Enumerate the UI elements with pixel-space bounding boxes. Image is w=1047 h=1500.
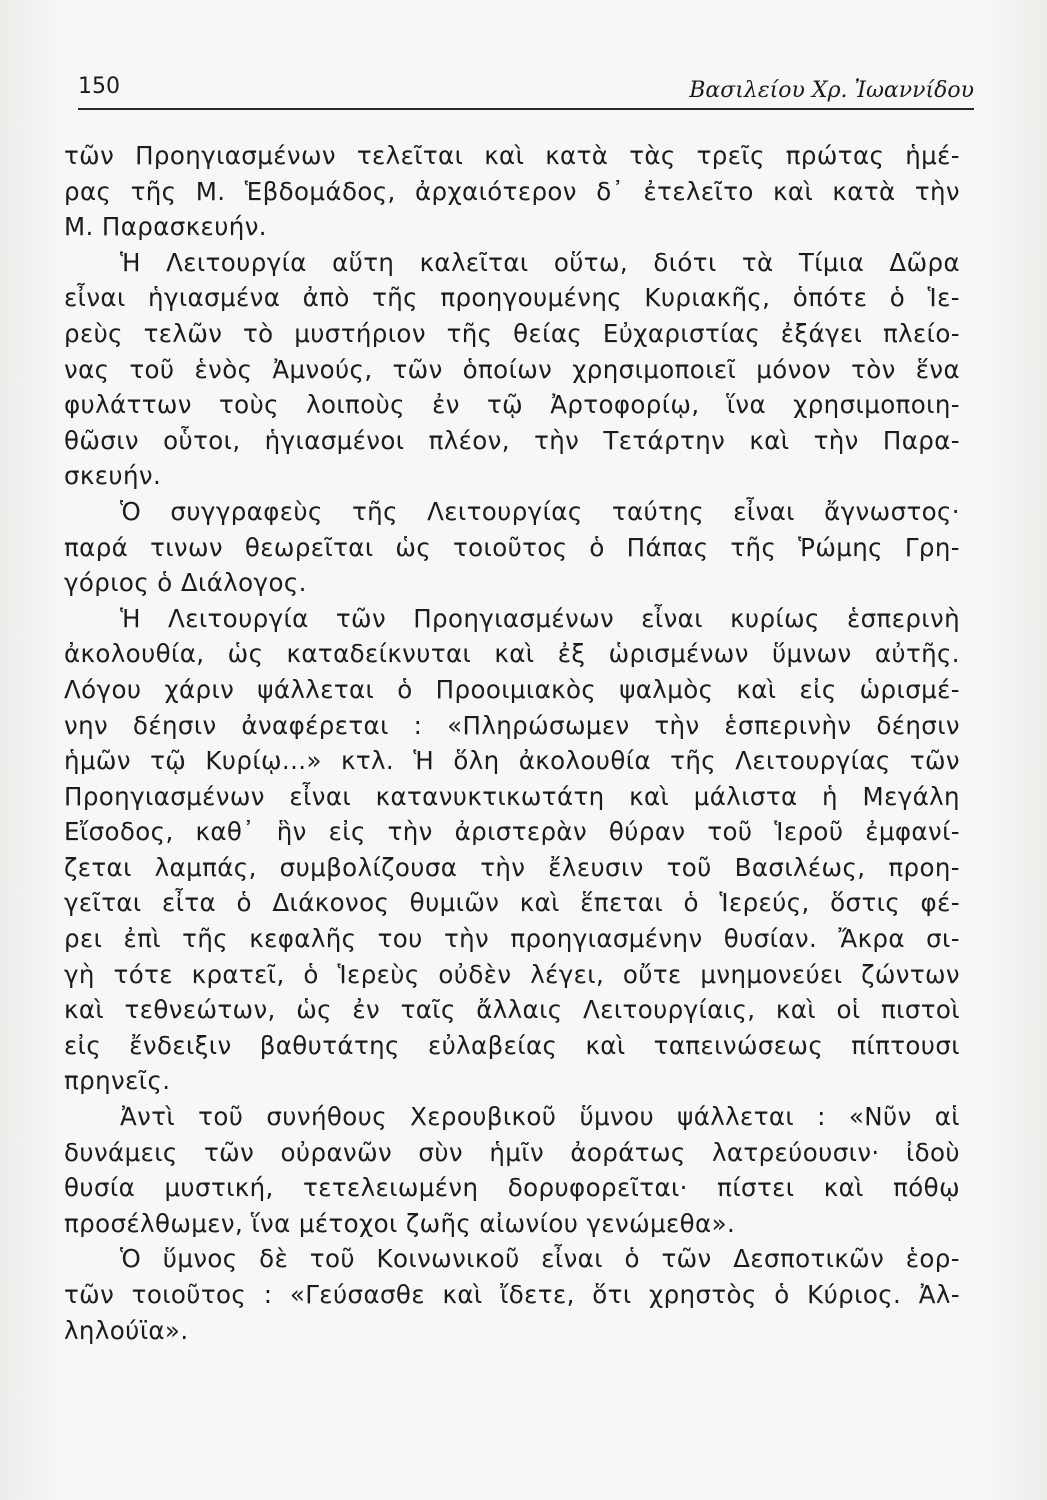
text-line: Εἴσοδος, καθ᾽ ἣν εἰς τὴν ἀριστερὰν θύραν τοῦ Ἱεροῦ ἐμφανί-: [64, 817, 960, 847]
text-line: ζεται λαμπάς, συμβολίζουσα τὴν ἔλευσιν τοῦ Βασιλέως, προη-: [64, 852, 960, 882]
text-line: ρει ἐπὶ τῆς κεφαλῆς του τὴν προηγιασμένην θυσίαν. Ἄκρα σι-: [64, 924, 960, 954]
text-line: Προηγιασμένων εἶναι κατανυκτικωτάτη καὶ μάλιστα ἡ Μεγάλη: [64, 781, 960, 811]
text-line: προσέλθωμεν, ἵνα μέτοχοι ζωῆς αἰωνίου γενώμεθα».: [64, 1208, 736, 1238]
text-line: θῶσιν οὗτοι, ἡγιασμένοι πλέον, τὴν Τετάρτην καὶ τὴν Παρα-: [64, 425, 960, 455]
text-line: ἀκολουθία, ὡς καταδείκνυται καὶ ἐξ ὡρισμένων ὕμνων αὐτῆς.: [64, 639, 960, 669]
text-line: νην δέησιν ἀναφέρεται : «Πληρώσωμεν τὴν ἑσπερινὴν δέησιν: [64, 710, 960, 740]
body-text: [64, 138, 960, 1348]
text-line: Ἡ Λειτουργία αὕτη καλεῖται οὕτω, διότι τὰ Τίμια Δῶρα: [120, 247, 960, 277]
text-line: τῶν τοιοῦτος : «Γεύσασθε καὶ ἴδετε, ὅτι χρηστὸς ὁ Κύριος. Ἀλ-: [64, 1280, 960, 1309]
text-line: Ὁ συγγραφεὺς τῆς Λειτουργίας ταύτης εἶναι ἄγνωστος·: [120, 496, 960, 526]
text-line: ρας τῆς Μ. Ἑβδομάδος, ἀρχαιότερον δ᾽ ἐτελεῖτο καὶ κατὰ τὴν: [64, 176, 960, 206]
running-head: Βασιλείου Χρ. Ἰωαννίδου: [689, 78, 974, 103]
text-line: Ἡ Λειτουργία τῶν Προηγιασμένων εἶναι κυρίως ἑσπερινὴ: [120, 603, 960, 633]
text-line: εἶναι ἡγιασμένα ἀπὸ τῆς προηγουμένης Κυριακῆς, ὁπότε ὁ Ἱε-: [64, 283, 960, 313]
text-line: Ἀντὶ τοῦ συνήθους Χερουβικοῦ ὕμνου ψάλλεται : «Νῦν αἱ: [120, 1102, 960, 1132]
text-line: παρά τινων θεωρεῖται ὡς τοιοῦτος ὁ Πάπας τῆς Ῥώμης Γρη-: [64, 532, 960, 562]
page-number: 150: [78, 74, 120, 99]
text-line: σκευήν.: [64, 461, 162, 491]
text-line: Ὁ ὕμνος δὲ τοῦ Κοινωνικοῦ εἶναι ὁ τῶν Δεσποτικῶν ἑορ-: [120, 1244, 960, 1274]
page-header: [78, 72, 974, 110]
text-line: γεῖται εἶτα ὁ Διάκονος θυμιῶν καὶ ἕπεται ὁ Ἱερεύς, ὅστις φέ-: [64, 888, 960, 918]
text-line: ληλούϊα».: [64, 1315, 189, 1345]
text-line: Λόγου χάριν ψάλλεται ὁ Προοιμιακὸς ψαλμὸς καὶ εἰς ὡρισμέ-: [64, 674, 960, 704]
text-line: γὴ τότε κρατεῖ, ὁ Ἱερεὺς οὐδὲν λέγει, οὔτε μνημονεύει ζώντων: [64, 959, 960, 989]
text-line: θυσία μυστική, τετελειωμένη δορυφορεῖται· πίστει καὶ πόθῳ: [64, 1173, 960, 1203]
text-line: καὶ τεθνεώτων, ὡς ἐν ταῖς ἄλλαις Λειτουργίαις, καὶ οἱ πιστοὶ: [64, 995, 960, 1025]
text-line: νας τοῦ ἑνὸς Ἀμνούς, τῶν ὁποίων χρησιμοποιεῖ μόνον τὸν ἕνα: [64, 354, 960, 384]
text-line: Μ. Παρασκευήν.: [64, 212, 267, 242]
text-line: δυνάμεις τῶν οὐρανῶν σὺν ἡμῖν ἀοράτως λατρεύουσιν· ἰδοὺ: [64, 1137, 960, 1167]
text-line: πρηνεῖς.: [64, 1066, 171, 1096]
text-line: ρεὺς τελῶν τὸ μυστήριον τῆς θείας Εὐχαριστίας ἐξάγει πλείο-: [64, 318, 960, 348]
text-line: φυλάττων τοὺς λοιποὺς ἐν τῷ Ἀρτοφορίῳ, ἵνα χρησιμοποιη-: [64, 390, 960, 420]
text-line: ἡμῶν τῷ Κυρίῳ...» κτλ. Ἡ ὅλη ἀκολουθία τῆς Λειτουργίας τῶν: [64, 746, 960, 776]
text-line: εἰς ἔνδειξιν βαθυτάτης εὐλαβείας καὶ ταπεινώσεως πίπτουσι: [64, 1030, 960, 1060]
text-line: γόριος ὁ Διάλογος.: [64, 568, 307, 598]
text-line: τῶν Προηγιασμένων τελεῖται καὶ κατὰ τὰς τρεῖς πρώτας ἡμέ-: [64, 141, 960, 170]
